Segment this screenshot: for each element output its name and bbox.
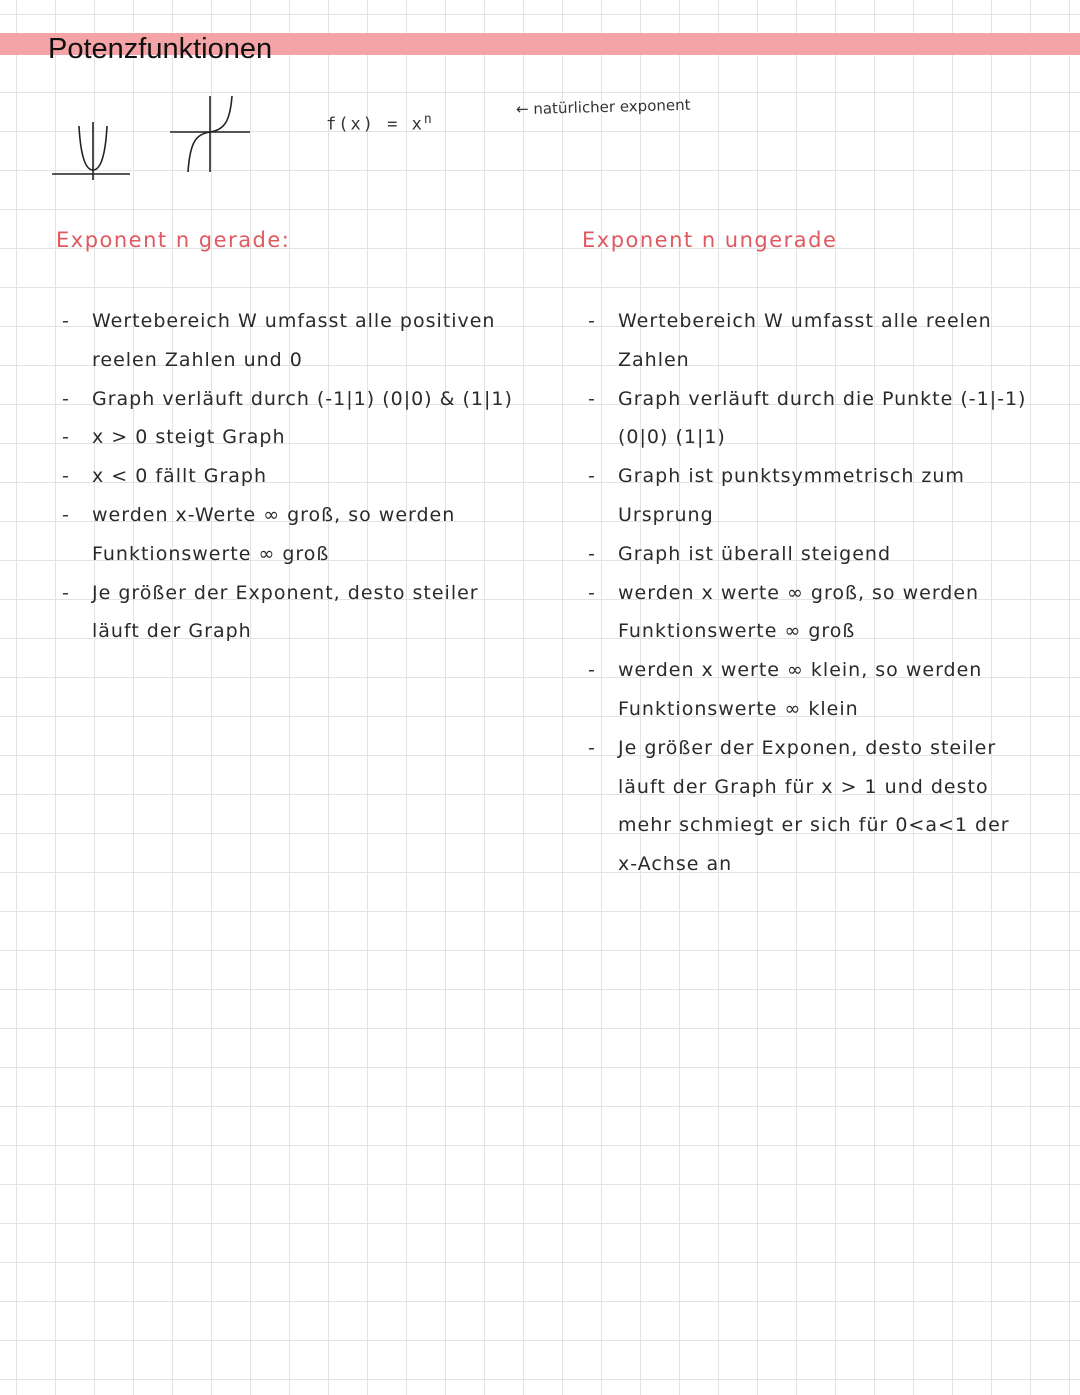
formula-expression: f(x) = x	[326, 114, 424, 135]
list-item: - Wertebereich W umfasst alle positiven reelen Zahlen und 0	[58, 302, 528, 380]
odd-exponent-list	[584, 302, 1034, 884]
list-item: - Graph ist überall steigend	[584, 535, 1034, 574]
list-item: - Graph verläuft durch die Punkte (-1|-1) (0|0) (1|1)	[584, 380, 1034, 458]
formula-exponent: n	[423, 112, 434, 127]
cubic-sketch-icon	[166, 92, 254, 176]
list-item: - Graph verläuft durch (-1|1) (0|0) & (1|1)	[58, 380, 528, 419]
list-item: - werden x werte ∞ groß, so werden Funktionswerte ∞ groß	[584, 574, 1034, 652]
heading-odd-exponent: Exponent n ungerade	[582, 228, 838, 252]
page-title: Potenzfunktionen	[48, 33, 273, 65]
list-item: - werden x werte ∞ klein, so werden Funktionswerte ∞ klein	[584, 651, 1034, 729]
list-item: - werden x-Werte ∞ groß, so werden Funktionswerte ∞ groß	[58, 496, 528, 574]
list-item: - x > 0 steigt Graph	[58, 418, 528, 457]
formula-note: ← natürlicher exponent	[515, 95, 691, 119]
even-exponent-list	[58, 302, 528, 651]
list-item: - Wertebereich W umfasst alle reelen Zahlen	[584, 302, 1034, 380]
list-item: - x < 0 fällt Graph	[58, 457, 528, 496]
heading-even-exponent: Exponent n gerade:	[56, 228, 291, 252]
list-item: - Graph ist punktsymmetrisch zum Ursprung	[584, 457, 1034, 535]
list-item: - Je größer der Exponen, desto steiler läuft der Graph für x > 1 und desto mehr schmiegt er sich für 0<a<1 der x-Achse an	[584, 729, 1034, 884]
list-item: - Je größer der Exponent, desto steiler läuft der Graph	[58, 574, 528, 652]
parabola-sketch-icon	[48, 112, 134, 182]
power-function-formula	[326, 112, 434, 135]
